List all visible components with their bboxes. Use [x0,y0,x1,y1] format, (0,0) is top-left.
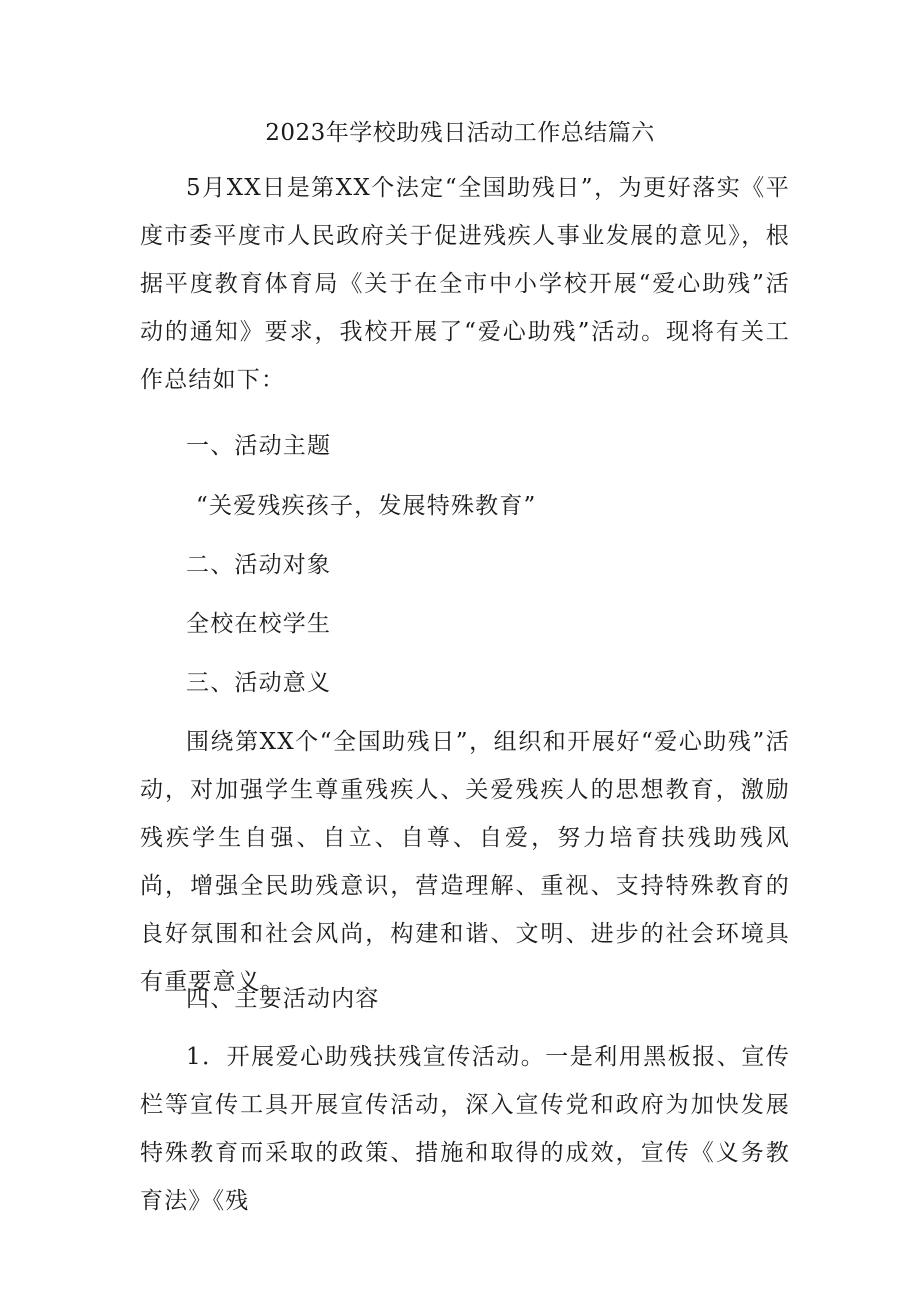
intro-paragraph: 5月XX日是第XX个法定“全国助残日”，为更好落实《平度市委平度市人民政府关于促进残疾人事业发展的意见》，根据平度教育体育局《关于在全市中小学校开展“爱心助残”活动的通知》要求，我校开展了“爱心助残”活动。现将有关工作总结如下： [140,175,790,393]
section3-heading: 三、活动意义 [186,670,332,696]
document-title: 2023年学校助残日活动工作总结篇六 [265,120,655,146]
section3-paragraph: 围绕第XX个“全国助残日”，组织和开展好“爱心助残”活动，对加强学生尊重残疾人、关爱残疾人的思想教育，激励残疾学生自强、自立、自尊、自爱，努力培育扶残助残风尚，增强全民助残意识，营造理解、重视、支持特殊教育的良好氛围和社会风尚，构建和谐、文明、进步的社会环境具有重要意义。 [140,729,790,995]
item1-paragraph: 1．开展爱心助残扶残宣传活动。一是利用黑板报、宣传栏等宣传工具开展宣传活动，深入宣传党和政府为加快发展特殊教育而采取的政策、措施和取得的成效，宣传《义务教育法》《残 [140,1044,790,1214]
section2-content: 全校在校学生 [186,611,332,637]
section2-heading: 二、活动对象 [186,552,332,578]
section4-heading: 四、主要活动内容 [186,986,380,1012]
section1-content: “关爱残疾孩子，发展特殊教育” [196,493,537,519]
section1-heading: 一、活动主题 [186,433,332,459]
